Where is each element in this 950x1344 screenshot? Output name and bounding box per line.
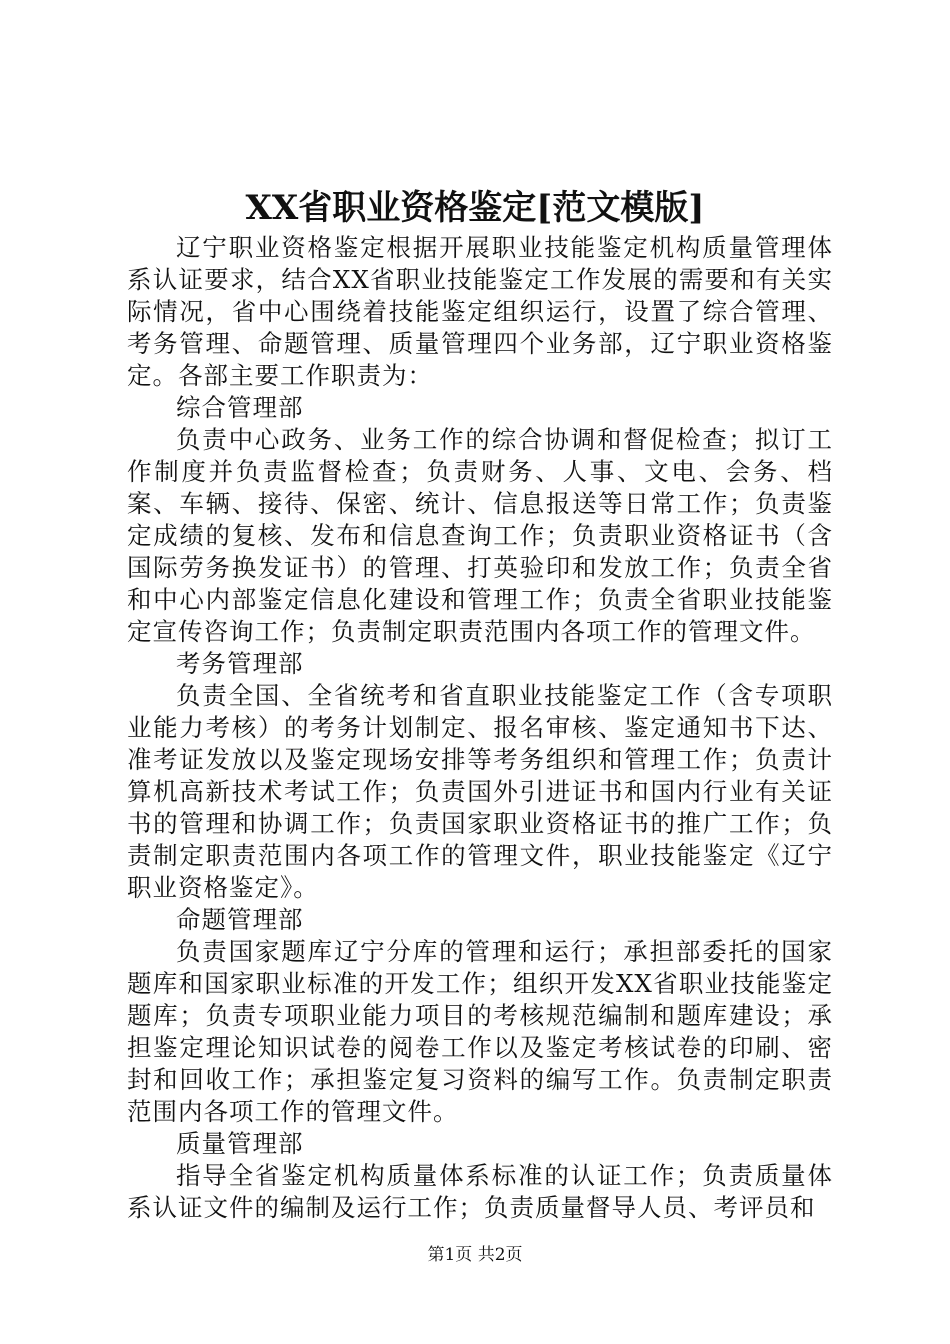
- section-text-quality: 指导全省鉴定机构质量体系标准的认证工作；负责质量体系认证文件的编制及运行工作；负责质量督导人员、考评员和: [127, 1161, 833, 1222]
- section-heading-exam-affairs: 考务管理部: [176, 649, 304, 678]
- intro-paragraph: 辽宁职业资格鉴定根据开展职业技能鉴定机构质量管理体系认证要求，结合XX省职业技能鉴定工作发展的需要和有关实际情况，省中心围绕着技能鉴定组织运行，设置了综合管理、考务管理、命题管理、质量管理四个业务部，辽宁职业资格鉴定。各部主要工作职责为：: [127, 233, 833, 390]
- section-text-general: 负责中心政务、业务工作的综合协调和督促检查；拟订工作制度并负责监督检查；负责财务、人事、文电、会务、档案、车辆、接待、保密、统计、信息报送等日常工作；负责鉴定成绩的复核、发布和信息查询工作；负责职业资格证书（含国际劳务换发证书）的管理、打英验印和发放工作；负责全省和中心内部鉴定信息化建设和管理工作；负责全省职业技能鉴定宣传咨询工作；负责制定职责范围内各项工作的管理文件。: [127, 425, 833, 646]
- page-footer: 第1页 共2页: [427, 1245, 523, 1265]
- section-heading-general: 综合管理部: [176, 393, 304, 422]
- section-heading-quality: 质量管理部: [176, 1129, 304, 1158]
- section-text-question-setting: 负责国家题库辽宁分库的管理和运行；承担部委托的国家题库和国家职业标准的开发工作；组织开发XX省职业技能鉴定题库；负责专项职业能力项目的考核规范编制和题库建设；承担鉴定理论知识试卷的阅卷工作以及鉴定考核试卷的印刷、密封和回收工作；承担鉴定复习资料的编写工作。负责制定职责范围内各项工作的管理文件。: [127, 937, 833, 1126]
- section-heading-question-setting: 命题管理部: [176, 905, 304, 934]
- document-body: [127, 232, 833, 1224]
- section-text-exam-affairs: 负责全国、全省统考和省直职业技能鉴定工作（含专项职业能力考核）的考务计划制定、报名审核、鉴定通知书下达、准考证发放以及鉴定现场安排等考务组织和管理工作；负责计算机高新技术考试工作；负责国外引进证书和国内行业有关证书的管理和协调工作；负责国家职业资格证书的推广工作；负责制定职责范围内各项工作的管理文件，职业技能鉴定《辽宁职业资格鉴定》。: [127, 681, 833, 902]
- document-title: XX省职业资格鉴定[范文模版]: [245, 188, 705, 228]
